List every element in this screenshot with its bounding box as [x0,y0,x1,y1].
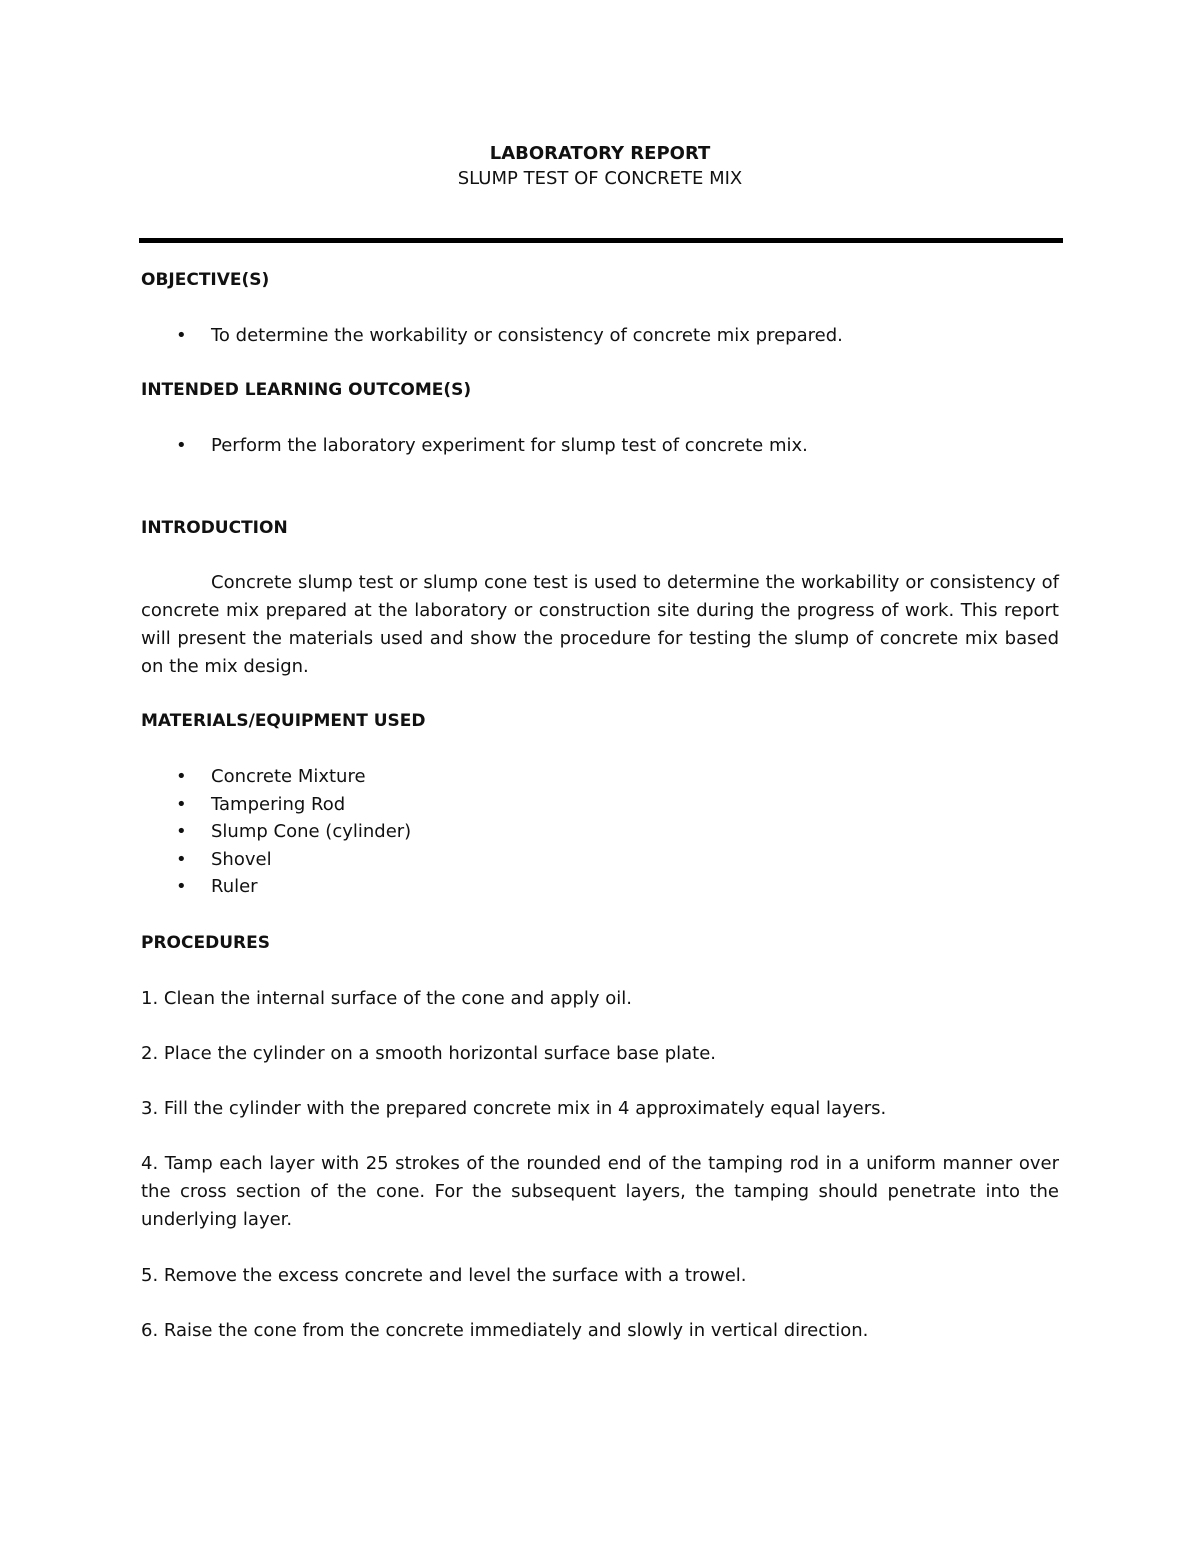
objectives-heading: OBJECTIVE(S) [141,270,270,290]
bullet-icon: • [176,821,187,842]
procedures-heading: PROCEDURES [141,933,270,953]
list-item [141,432,808,460]
list-item [141,322,843,350]
introduction-paragraph: Concrete slump test or slump cone test is used to determine the workability or consistency of concrete mix prepared at the laboratory or construction site during the progress of work. This report will present the materials used and show the procedure for testing the slump of concrete mix based on the mix design. [141,572,1059,677]
list-item [141,818,411,846]
procedure-step: 2. Place the cylinder on a smooth horizontal surface base plate. [141,1043,717,1064]
list-item-text: Slump Cone (cylinder) [211,821,412,842]
bullet-icon: • [176,325,187,346]
procedure-step: 3. Fill the cylinder with the prepared concrete mix in 4 approximately equal layers. [141,1098,887,1119]
outcomes-list [141,432,808,460]
bullet-icon: • [176,876,187,897]
procedure-step: 1. Clean the internal surface of the cone and apply oil. [141,988,633,1009]
header-divider [139,238,1063,243]
materials-heading: MATERIALS/EQUIPMENT USED [141,711,426,731]
procedure-step: 4. Tamp each layer with 25 strokes of the rounded end of the tamping rod in a uniform manner over the cross section of the cone. For the subsequent layers, the tamping should penetrate into the underlying layer. [141,1153,1059,1230]
list-item-text: To determine the workability or consistency of concrete mix prepared. [211,325,843,346]
procedure-step: 6. Raise the cone from the concrete immediately and slowly in vertical direction. [141,1320,869,1341]
list-item [141,846,411,874]
list-item [141,873,411,901]
list-item-text: Ruler [211,876,258,897]
materials-list [141,763,411,901]
report-title: LABORATORY REPORT [489,143,711,164]
outcomes-heading: INTENDED LEARNING OUTCOME(S) [141,380,472,400]
objectives-list [141,322,843,350]
procedure-step: 5. Remove the excess concrete and level the surface with a trowel. [141,1265,747,1286]
list-item-text: Tampering Rod [211,793,346,815]
bullet-icon: • [176,766,187,787]
list-item [141,763,411,791]
list-item-text: Shovel [211,848,272,870]
report-subtitle: SLUMP TEST OF CONCRETE MIX [457,168,743,189]
list-item-text: Perform the laboratory experiment for slump test of concrete mix. [211,435,808,456]
list-item-text: Concrete Mixture [211,766,366,787]
title-block [0,142,1200,192]
bullet-icon: • [176,848,187,870]
introduction-heading: INTRODUCTION [141,518,288,538]
bullet-icon: • [176,435,187,456]
list-item [141,791,411,819]
bullet-icon: • [176,793,187,815]
